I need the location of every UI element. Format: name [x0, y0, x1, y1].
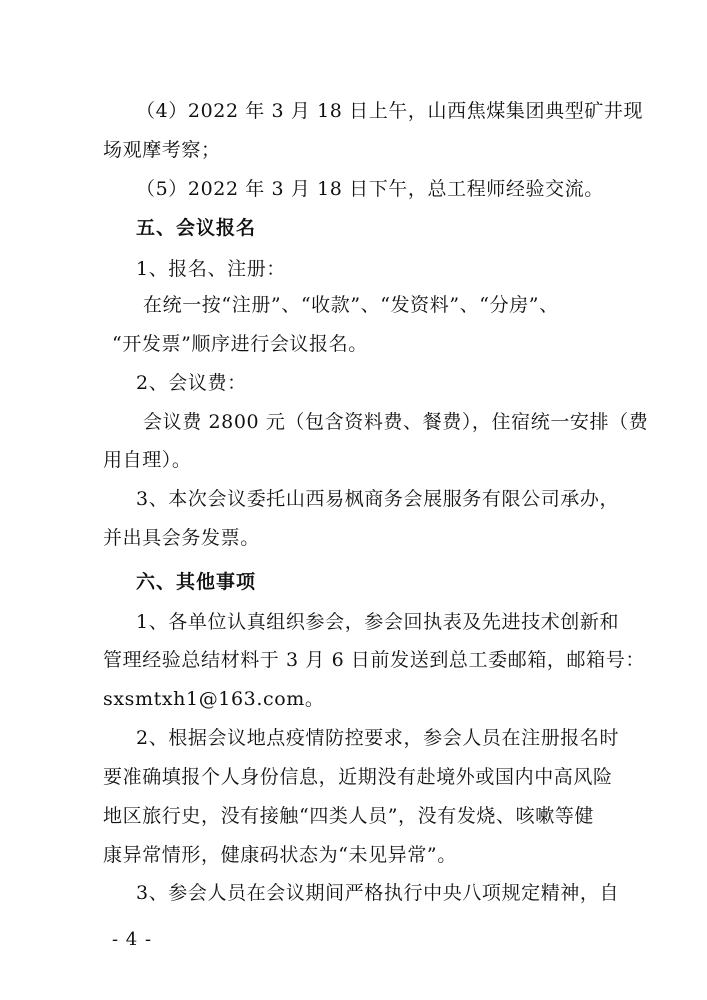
text-line: 1、各单位认真组织参会，参会回执表及先进技术创新和: [136, 611, 620, 633]
text-line: 用自理）。: [103, 449, 192, 471]
section-heading: 六、其他事项: [136, 571, 257, 593]
text-line: “开发票”顺序进行会议报名。: [112, 333, 368, 355]
text-line: （4）2022 年 3 月 18 日上午，山西焦煤集团典型矿井现: [136, 100, 644, 122]
text-line: 2、根据会议地点疫情防控要求，参会人员在注册报名时: [136, 727, 620, 749]
text-line: 在统一按“注册”、“收款”、“发资料”、“分房”、: [143, 294, 559, 316]
text-line: 2、会议费：: [136, 372, 247, 394]
text-line: （5）2022 年 3 月 18 日下午，总工程师经验交流。: [136, 178, 604, 200]
text-line: 要准确填报个人身份信息，近期没有赴境外或国内中高风险: [103, 766, 613, 788]
text-line: 康异常情形，健康码状态为“未见异常”。: [103, 844, 457, 866]
text-line: 场观摩考察；: [103, 139, 221, 161]
text-line: 会议费 2800 元（包含资料费、餐费），住宿统一安排（费: [143, 411, 649, 433]
text-line: 地区旅行史，没有接触“四类人员”，没有发烧、咳嗽等健: [103, 805, 595, 827]
text-line: 3、本次会议委托山西易枫商务会展服务有限公司承办，: [136, 488, 620, 510]
text-line: 3、参会人员在会议期间严格执行中央八项规定精神，自: [136, 882, 620, 904]
section-heading: 五、会议报名: [136, 217, 257, 239]
text-line: 并出具会务发票。: [103, 527, 260, 549]
email-address: sxsmtxh1@163.com。: [103, 688, 325, 710]
text-line: 管理经验总结材料于 3 月 6 日前发送到总工委邮箱，邮箱号：: [103, 649, 645, 671]
text-line: 1、报名、注册：: [136, 258, 286, 280]
page-number: - 4 -: [112, 929, 153, 950]
